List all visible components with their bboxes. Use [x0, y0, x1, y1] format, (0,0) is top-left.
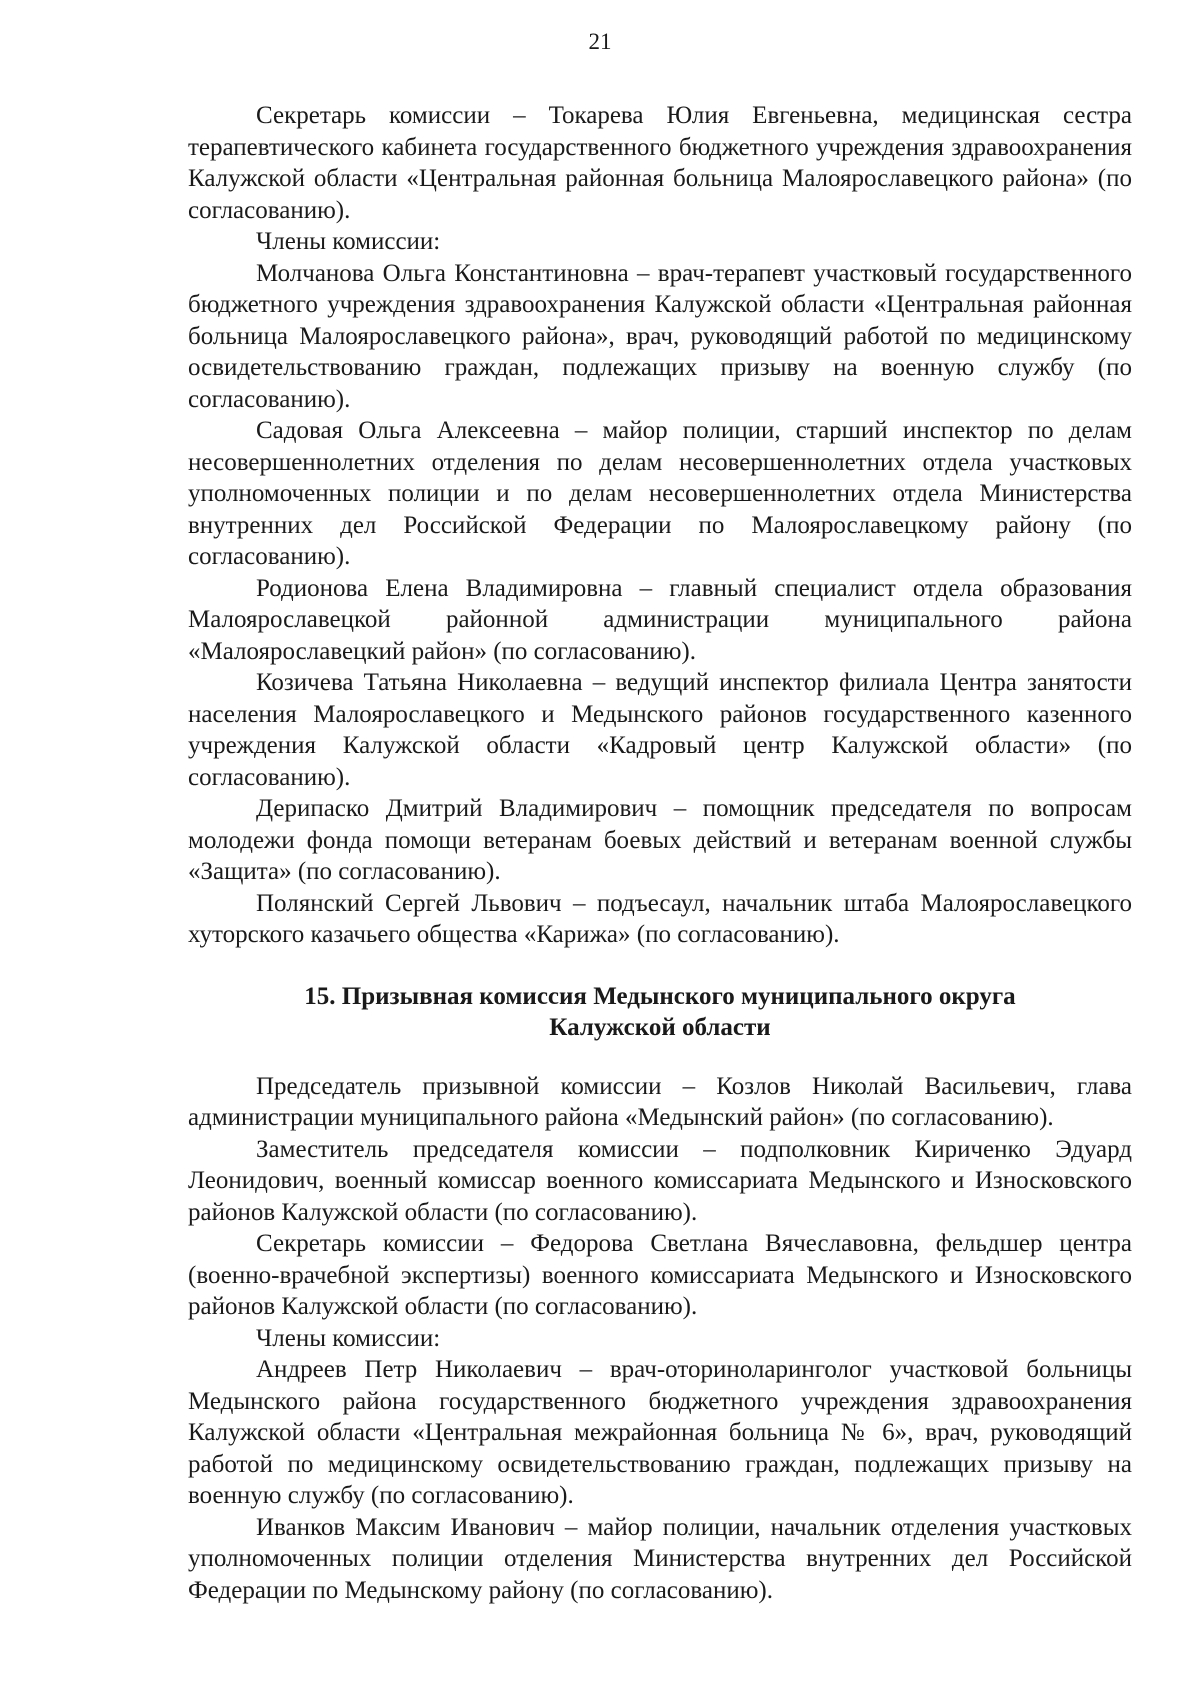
- paragraph-members-label-medyn: Члены комиссии:: [256, 1324, 441, 1352]
- paragraph-member-sadovaya: Садовая Ольга Алексеевна – майор полиции, старший инспектор по делам несовершеннолетних отделения по делам несовершеннолетних отдела участковых уполномоченных полиции и по делам несовершеннолетних отдела Министерства внутренних дел Российской Федерации по Малоярославецкому району (по согласованию).: [188, 417, 1132, 570]
- page-number: 21: [588, 29, 612, 54]
- section-heading: [188, 981, 1132, 1043]
- paragraph-deputy-chairman: Заместитель председателя комиссии – подполковник Кириченко Эдуард Леонидович, военный комиссар военного комиссариата Медынского и Износковского районов Калужской области (по согласованию).: [188, 1135, 1132, 1226]
- paragraph-member-andreev: Андреев Петр Николаевич – врач-оториноларинголог участковой больницы Медынского района государственного бюджетного учреждения здравоохранения Калужской области «Центральная межрайонная больница № 6», врач, руководящий работой по медицинскому освидетельствованию граждан, подлежащих призыву на военную службу (по согласованию).: [188, 1356, 1132, 1509]
- document-body: [188, 100, 1132, 1606]
- paragraph-member-rodionova: Родионова Елена Владимировна – главный специалист отдела образования Малоярославецкой районной администрации муниципального района «Малоярославецкий район» (по согласованию).: [188, 574, 1132, 665]
- paragraph-secretary-maloyaroslavets: Секретарь комиссии – Токарева Юлия Евгеньевна, медицинская сестра терапевтического кабинета государственного бюджетного учреждения здравоохранения Калужской области «Центральная районная больница Малоярославецкого района» (по согласованию).: [188, 102, 1132, 224]
- paragraph-chairman: Председатель призывной комиссии – Козлов Николай Васильевич, глава администрации муниципального района «Медынский район» (по согласованию).: [188, 1072, 1132, 1131]
- paragraph-secretary-medyn: Секретарь комиссии – Федорова Светлана Вячеславовна, фельдшер центра (военно-врачебной экспертизы) военного комиссариата Медынского и Износковского районов Калужской области (по согласованию).: [188, 1230, 1132, 1320]
- section-heading-line-1: 15. Призывная комиссия Медынского муниципального округа: [304, 982, 1016, 1010]
- section-heading-line-2: Калужской области: [549, 1013, 771, 1041]
- paragraph-member-kozicheva: Козичева Татьяна Николаевна – ведущий инспектор филиала Центра занятости населения Малоярославецкого и Медынского районов государственного казенного учреждения Калужской области «Кадровый центр Калужской области» (по согласованию).: [188, 669, 1132, 791]
- paragraph-member-deripasko: Дерипаско Дмитрий Владимирович – помощник председателя по вопросам молодежи фонда помощи ветеранам боевых действий и ветеранам военной службы «Защита» (по согласованию).: [188, 795, 1132, 885]
- paragraph-member-ivankov: Иванков Максим Иванович – майор полиции, начальник отделения участковых уполномоченных полиции отделения Министерства внутренних дел Российской Федерации по Медынскому району (по согласованию).: [188, 1513, 1132, 1604]
- paragraph-member-polyansky: Полянский Сергей Львович – подъесаул, начальник штаба Малоярославецкого хуторского казачьего общества «Карижа» (по согласованию).: [188, 889, 1132, 948]
- paragraph-member-molchanova: Молчанова Ольга Константиновна – врач-терапевт участковый государственного бюджетного учреждения здравоохранения Калужской области «Центральная районная больница Малоярославецкого района», врач, руководящий работой по медицинскому освидетельствованию граждан, подлежащих призыву на военную службу (по согласованию).: [188, 259, 1132, 413]
- paragraph-members-label: Члены комиссии:: [256, 228, 441, 255]
